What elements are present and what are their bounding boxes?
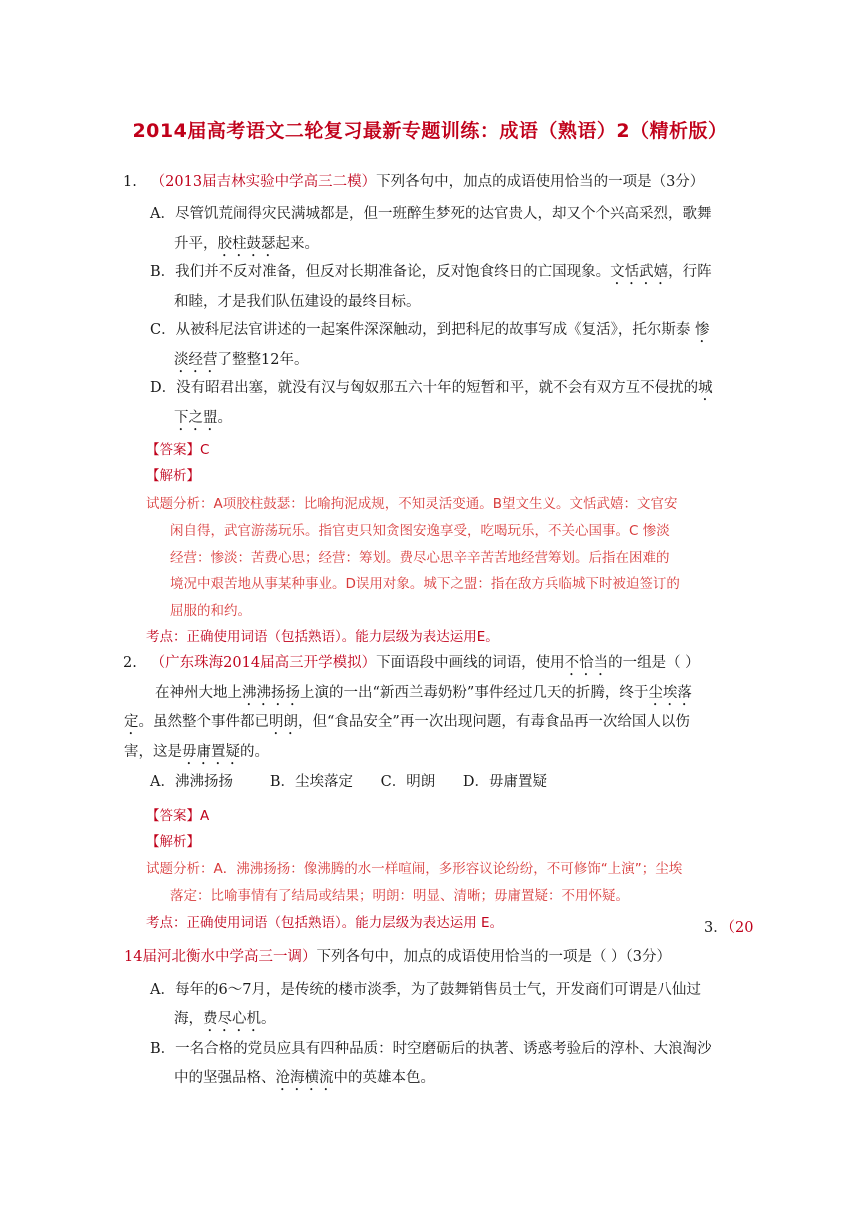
q1-dotted-idiom-c-part2: 淡经营	[174, 352, 218, 368]
q3-option-a-line1: A．每年的6～7月，是传统的楼市淡季，为了鼓舞销售员士气，开发商们可谓是八仙过	[150, 982, 701, 998]
q2-header: 2. （广东珠海2014届高三开学模拟）下面语段中画线的词语，使用不恰当的一组是（ ）	[123, 655, 700, 671]
q1-explanation-line4: 境况中艰苦地从事某种事业。D误用对象。城下之盟：指在敌方兵临城下时被迫签订的	[170, 576, 680, 592]
q1-option-a-line1: A．尽管饥荒闹得灾民满城都是，但一班醉生梦死的达官贵人，却又个个兴高采烈，歌舞	[150, 206, 712, 222]
q2-source: （广东珠海2014届高三开学模拟）	[150, 655, 377, 671]
q1-explanation-line3: 经营：惨淡：苦费心思；经营：筹划。费尽心思辛辛苦苦地经营筹划。后指在困难的	[170, 550, 670, 566]
q1-stem: 下列各句中，加点的成语使用恰当的一项是（3分）	[376, 174, 705, 190]
q1-option-d-line1: D．没有昭君出塞，就没有汉与匈奴那五六十年的短暂和平，就不会有双方互不侵扰的城	[150, 380, 713, 396]
q1-header	[123, 172, 704, 192]
q1-option-a-line2: 升平，胶柱鼓瑟起来。	[174, 236, 319, 252]
q2-word-minglang: 明朗	[269, 714, 298, 730]
q1-option-b-line2: 和睦，才是我们队伍建设的最终目标。	[174, 294, 421, 310]
q1-option-c-line2: 淡经营了整整12年。	[174, 352, 309, 368]
q3-header-cont	[124, 947, 671, 967]
page-title: 2014届高考语文二轮复习最新专题训练：成语（熟语）2（精析版）	[132, 120, 728, 142]
q1-explanation-line2: 闲自得，武官游荡玩乐。指官吏只知贪图安逸享受，吃喝玩乐，不关心国事。C 惨淡	[170, 523, 670, 539]
q2-explanation-line1: 试题分析：A．沸沸扬扬：像沸腾的水一样喧闹，多形容议论纷纷，不可修饰“上演”；尘埃	[146, 861, 683, 877]
q1-option-c-line1: C．从被科尼法官讲述的一起案件深深触动，到把科尼的故事写成《复活》，托尔斯泰 惨	[150, 322, 710, 338]
q1-explanation-line5: 屈服的和约。	[170, 603, 251, 619]
q3-dotted-idiom-a: 费尽心机	[203, 1011, 261, 1027]
q1-dotted-idiom-b: 文恬武嬉	[610, 264, 669, 280]
q2-word-chenailuoding-part1: 尘埃落	[648, 685, 692, 701]
q1-analysis-label: 【解析】	[146, 468, 200, 484]
q1-answer: 【答案】C	[146, 442, 210, 458]
q2-dotted-word: 不恰当	[564, 655, 609, 671]
q3-source-part1: （20	[727, 920, 754, 936]
q1-source: （2013届吉林实验中学高三二模）	[150, 174, 377, 190]
q2-kaodian: 考点：正确使用词语（包括熟语）。能力层级为表达运用 E。	[146, 915, 504, 931]
q1-dotted-idiom-d-part2: 下之盟	[174, 410, 218, 426]
q2-word-wuyongzhiyi: 毋庸置疑	[182, 744, 240, 760]
q3-option-b-line1: B．一名合格的党员应具有四种品质：时空磨砺后的执著、诱惑考验后的淳朴、大浪淘沙	[150, 1041, 712, 1057]
q3-stem: 下列各句中，加点的成语使用恰当的一项是（ ）（3分）	[316, 949, 672, 965]
q2-options: A．沸沸扬扬 B．尘埃落定 C．明朗 D．毋庸置疑	[150, 774, 548, 790]
q1-option-d-line2: 下之盟。	[174, 410, 232, 426]
q3-header-start	[704, 918, 753, 938]
q2-passage-line1: 在神州大地上沸沸扬扬上演的一出“新西兰毒奶粉”事件经过几天的折腾，终于尘埃落	[155, 685, 692, 701]
q3-option-a-line2: 海，费尽心机。	[174, 1011, 276, 1027]
q3-number: 3．	[704, 920, 728, 936]
q2-explanation-line2: 落定：比喻事情有了结局或结果；明朗：明显、清晰；毋庸置疑：不用怀疑。	[170, 888, 629, 904]
q1-dotted-idiom-c-part1: 惨	[694, 322, 710, 338]
q2-analysis-label: 【解析】	[146, 834, 200, 850]
q2-word-feifeiyangyang: 沸沸扬扬	[242, 685, 300, 701]
q2-word-chenailuoding-part2: 定	[124, 714, 139, 730]
q2-number: 2.	[123, 655, 137, 671]
q1-number: 1.	[123, 174, 137, 190]
q1-dotted-idiom-a: 胶柱鼓瑟	[217, 236, 276, 252]
q1-option-b-line1: B．我们并不反对准备，但反对长期准备论，反对饱食终日的亡国现象。文恬武嬉，行阵	[150, 264, 712, 280]
q2-answer: 【答案】A	[146, 808, 210, 824]
q3-dotted-idiom-b: 沧海横流	[275, 1070, 334, 1086]
q1-kaodian: 考点：正确使用词语（包括熟语）。能力层级为表达运用E。	[146, 629, 499, 645]
q1-dotted-idiom-d-part1: 城	[698, 380, 713, 396]
q3-source-part2: 14届河北衡水中学高三一调）	[124, 949, 317, 965]
q3-option-b-line2: 中的坚强品格、沧海横流中的英雄本色。	[174, 1070, 435, 1086]
q1-explanation-line1: 试题分析：A项胶柱鼓瑟：比喻拘泥成规，不知灵活变通。B望文生义。文恬武嬉：文官安	[146, 496, 678, 512]
q2-passage-line3: 害，这是毋庸置疑的。	[124, 744, 269, 760]
q2-passage-line2: 定。虽然整个事件都已明朗，但“食品安全”再一次出现问题，有毒食品再一次给国人以伤	[124, 714, 690, 730]
